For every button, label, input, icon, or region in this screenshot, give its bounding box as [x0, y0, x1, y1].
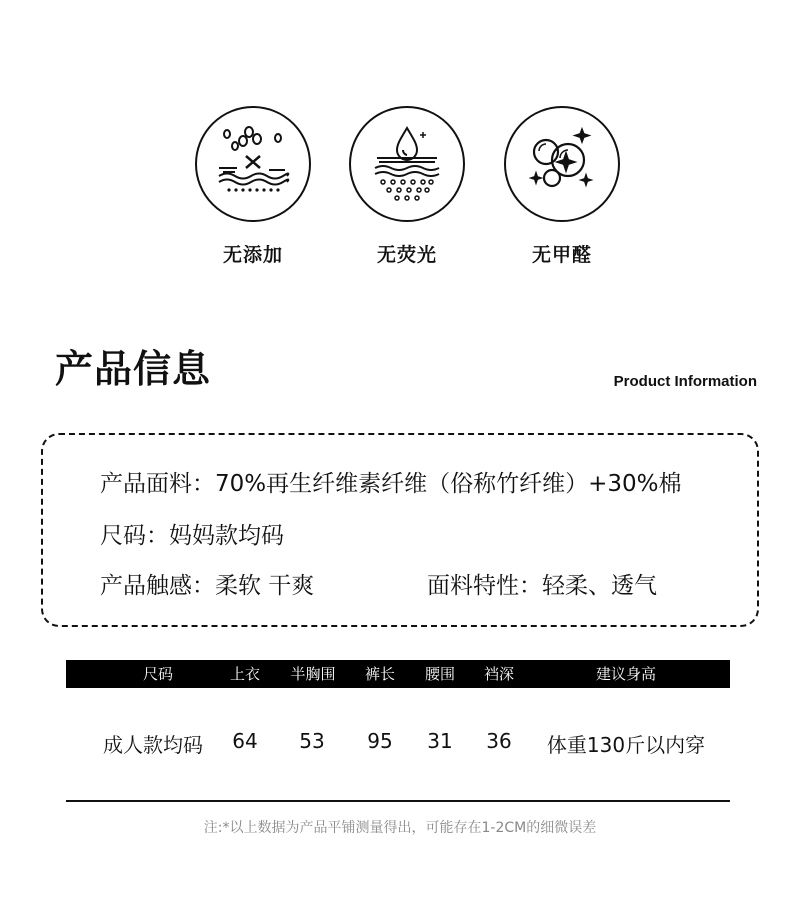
no-fluorescence-circle: [349, 106, 465, 222]
feel-line: 产品触感：柔软 干爽: [100, 573, 315, 599]
no-formaldehyde-icon: [522, 124, 602, 204]
size-line: 尺码：妈妈款均码: [100, 523, 284, 549]
section-subtitle: Product Information: [613, 373, 757, 390]
section-title: 产品信息: [55, 347, 212, 391]
header-cell-height: 建议身高: [595, 665, 656, 683]
header-cell-rise: 裆深: [483, 665, 514, 683]
no-additive-circle: [195, 106, 311, 222]
feature-label: 无荧光: [376, 244, 437, 266]
row-cell-waist: 31: [427, 729, 453, 753]
feature-no-formaldehyde: [502, 106, 622, 267]
row-cell-half-chest: 53: [299, 729, 325, 753]
measurement-note: 注:*以上数据为产品平铺测量得出，可能存在1-2CM的细微误差: [203, 820, 597, 836]
header-cell-waist: 腰围: [424, 665, 455, 683]
no-additive-icon: [213, 124, 293, 204]
table-bottom-rule: [66, 800, 730, 802]
row-cell-size: 成人款均码: [103, 733, 203, 757]
row-cell-pants-length: 95: [367, 729, 393, 753]
row-cell-top: 64: [232, 729, 258, 753]
row-cell-height: 体重130斤以内穿: [546, 733, 706, 757]
feature-label: 无甲醛: [531, 244, 592, 266]
header-cell-size: 尺码: [142, 665, 173, 683]
no-fluorescence-icon: [367, 124, 447, 204]
feature-label: 无添加: [222, 244, 283, 266]
feature-no-fluorescence: [347, 106, 467, 267]
product-info-box: [41, 433, 759, 627]
header-cell-top: 上衣: [229, 665, 260, 683]
fabric-feature-line: 面料特性：轻柔、透气: [427, 573, 657, 599]
row-cell-rise: 36: [486, 729, 512, 753]
fabric-line: 产品面料：70%再生纤维素纤维（俗称竹纤维）+30%棉: [100, 471, 682, 497]
no-formaldehyde-circle: [504, 106, 620, 222]
header-cell-half-chest: 半胸围: [290, 665, 336, 683]
header-cell-pants-length: 裤长: [364, 665, 395, 683]
feature-no-additive: [193, 106, 313, 267]
